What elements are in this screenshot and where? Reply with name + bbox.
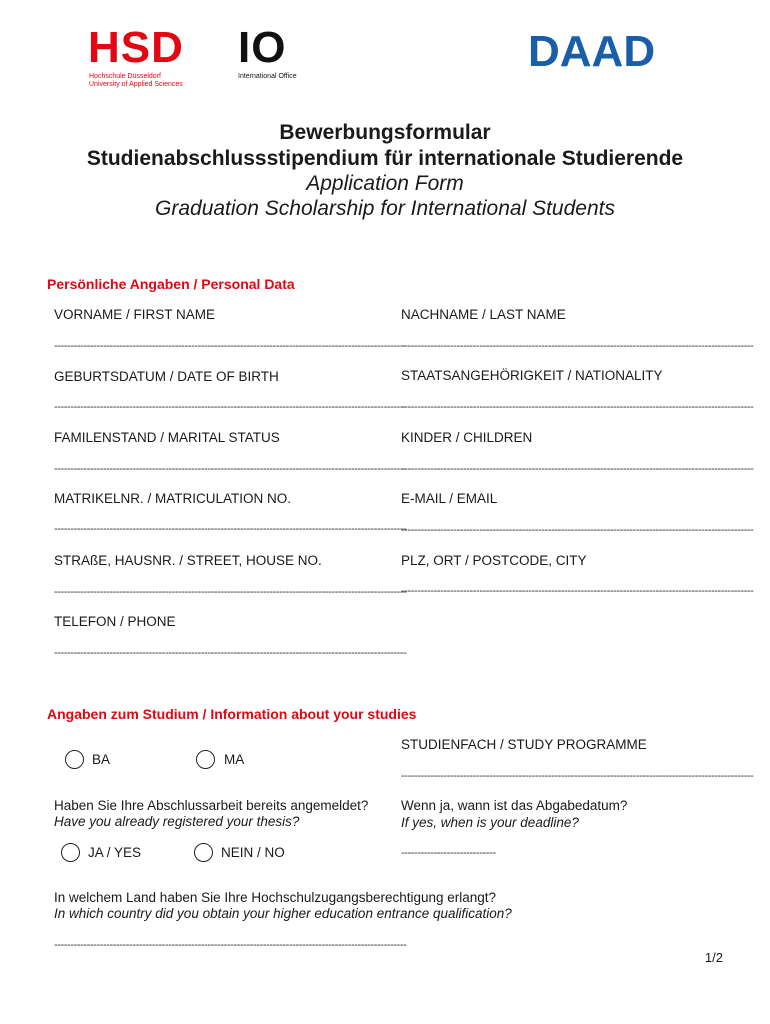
thesis-question-en: Have you already registered your thesis? [54,814,300,829]
matriculation-label: MATRIKELNR. / MATRICULATION NO. [54,491,292,506]
dob-label: GEBURTSDATUM / DATE OF BIRTH [54,369,279,384]
marital-status-field[interactable]: ------------------------------------------------------------------------------------------------------------ [54,463,407,475]
no-radio[interactable] [194,843,213,862]
dob-field[interactable]: ------------------------------------------------------------------------------------------------------------ [54,401,407,413]
children-label: KINDER / CHILDREN [401,430,533,445]
country-question-en: In which country did you obtain your higher education entrance qualification? [54,906,512,921]
email-field[interactable]: ------------------------------------------------------------------------------------------------------------ [401,524,754,536]
hsd-logo: HSD [88,23,184,72]
first-name-field[interactable]: ------------------------------------------------------------------------------------------------------------ [54,340,407,352]
yes-radio-label: JA / YES [88,845,142,860]
thesis-question-de: Haben Sie Ihre Abschlussarbeit bereits angemeldet? [54,798,369,813]
country-field[interactable]: ------------------------------------------------------------------------------------------------------------ [54,939,407,951]
title-de-line2: Studienabschlussstipendium für internationale Studierende [86,147,684,170]
nationality-field[interactable]: ------------------------------------------------------------------------------------------------------------ [401,401,754,413]
first-name-label: VORNAME / FIRST NAME [54,307,216,322]
city-label: PLZ, ORT / POSTCODE, CITY [401,553,587,568]
phone-label: TELEFON / PHONE [54,614,176,629]
section-heading-personal: Persönliche Angaben / Personal Data [47,276,295,292]
street-label: STRAßE, HAUSNR. / STREET, HOUSE NO. [54,553,322,568]
email-label: E-MAIL / EMAIL [401,491,498,506]
study-programme-field[interactable]: ------------------------------------------------------------------------------------------------------------ [401,770,754,782]
phone-field[interactable]: ------------------------------------------------------------------------------------------------------------ [54,647,407,659]
yes-radio[interactable] [61,843,80,862]
city-field[interactable]: ------------------------------------------------------------------------------------------------------------ [401,585,754,597]
section-heading-studies: Angaben zum Studium / Information about your studies [47,706,417,722]
deadline-field[interactable]: ----------------------------- [401,847,496,859]
ma-radio[interactable] [196,750,215,769]
country-question-de: In welchem Land haben Sie Ihre Hochschulzugangsberechtigung erlangt? [54,890,497,905]
title-en-line1: Application Form [306,172,464,195]
io-logo: IO [238,23,287,72]
page-number: 1/2 [704,950,723,965]
deadline-question-de: Wenn ja, wann ist das Abgabedatum? [401,798,628,813]
study-programme-label: STUDIENFACH / STUDY PROGRAMME [401,737,647,752]
ba-radio-label: BA [92,752,111,767]
last-name-field[interactable]: ------------------------------------------------------------------------------------------------------------ [401,340,754,352]
title-en-line2: Graduation Scholarship for International Students [155,197,615,220]
children-field[interactable]: ------------------------------------------------------------------------------------------------------------ [401,463,754,475]
daad-logo: DAAD [528,27,656,76]
marital-status-label: FAMILENSTAND / MARITAL STATUS [54,430,280,445]
title-de-line1: Bewerbungsformular [279,121,491,144]
last-name-label: NACHNAME / LAST NAME [401,307,566,322]
ma-radio-label: MA [224,752,245,767]
ba-radio[interactable] [65,750,84,769]
nationality-label: STAATSANGEHÖRIGKEIT / NATIONALITY [401,368,663,383]
deadline-question-en: If yes, when is your deadline? [401,815,579,830]
matriculation-field[interactable]: ------------------------------------------------------------------------------------------------------------ [54,523,407,535]
no-radio-label: NEIN / NO [221,845,285,860]
street-field[interactable]: ------------------------------------------------------------------------------------------------------------ [54,586,407,598]
hsd-logo-subtitle: Hochschule Düsseldorf University of Applied Sciences [89,73,183,88]
io-logo-subtitle: International Office [238,73,297,80]
